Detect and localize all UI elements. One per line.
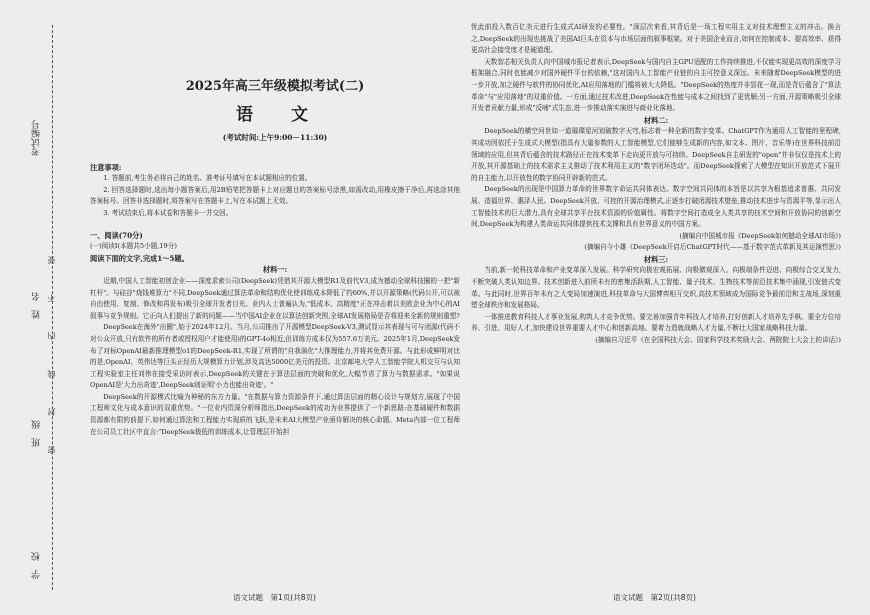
notice-heading: 注意事项: [90,162,122,172]
seal-mark: 封 [47,408,56,416]
reading-instruction: 阅读下面的文字,完成1～5题。 [90,253,189,263]
seal-line [52,25,53,590]
name-label: 姓 名 [32,292,42,319]
binding-strip [0,0,88,615]
passage-paragraph: DeepSeek的横空问世如一道璀璨星河划破数字天穹,标志着一种全新的数字变革。ChatGPT作为通用人工智能的里程碑,其成功因依托于生成式大模型(指具有大量参数的人工智能模型,它们能够生成新的内容,如文本、图片、音乐等)在世界科技前沿领域的应用,但其背后蕴含的技术路径正在技术变革下走向更开放与可持续。DeepSeek自主研发的"open"并非仅仅是技术上的开放,其开源基础上的技术需求主义推动了技术利用主义的"数字闭环迭动"。而DeepSeek探索了大模型在知识开放范式下展开的自主能力,以开放性的数字协同开辟新的范式。 [471,127,841,182]
school-label: 学 校 [32,552,42,579]
passage-paragraph: 一体推进教育科技人才事业发展,构筑人才竞争优势。要完善加强青年科技人才培养,打好创新人才培养先手棋。要全方位培养、引进、用好人才,加快建设世界重要人才中心和创新高地。要着力造就战略人才力量,不断壮大国家战略科技力量。 [471,312,841,333]
page-footer-left: 语文试题 第1页(共8页) [233,593,316,602]
passage-paragraph: DeepSeek在海外"出圈",始于2024年12月。当月,公司推出了开源模型DeepSeek-V3,测试显示其表现与可与闭源(代码不对公众开放,只有软件的所有者或授权用户才能使用)的GPT-4o相近,但训练方成本仅为557.6万美元。2025年1月,DeepSeek发布了对标OpenAI最新推理模型o1的DeepSeek-R1,实现了所谓的"自我演化"大推理能力,并将其免费开源。与此形成鲜明对比的是,OpenAI、英伟达等巨头正经历大规模算力计划,涉及高达5000亿美元的投资。北京邮电大学人工智能学院人机交互与认知工程实验室主任刘伟在接受采访时表示,DeepSeek的关键在于算法层面的突破和优化,大幅节省了算力与数据需求。"如果说OpenAI是'大力出奇迹',DeepSeek则证明'小力也能出奇迹'。" [90,323,460,390]
notice-item: 2. 回答选择题时,选出每小题答案后,用2B铅笔把答题卡上对应题目的答案标号涂黑,如需改动,用橡皮擦干净后,再选涂其他答案标号。回答非选择题时,将答案写在答题卡上,写在本试题上无效。 [90,185,460,206]
passage-paragraph: 忧此前投入数百亿美元进行生成式AI研发的必要性。"深层次来看,其背后是一场工程实用主义对技术理想主义的冲击。换言之,DeepSeek的出现也挑战了美国AI巨头在资本与市场层面的叙事框架。对于美国企业而言,如何在控制成本、提高效率、获得更高社会接受度才是硬道理。 [471,23,841,55]
exam-no-label: 考试编号 [32,120,42,156]
notice-item: 1. 答题前,考生务必将自己的姓名、准考证号填写在本试题相应的位置。 [103,174,312,183]
source-note: (摘编自习近平《在全国科技大会、国家科学技术奖励大会、两院院士大会上的讲话》) [595,336,841,345]
passage-paragraph: DeepSeek的出现是中国算力革命的世界数字命运共同体表达。数字空间共同体的本旨是以共享为根基追求普惠、共同发展、造福世界、惠泽人民。DeepSeek开放、可控的开源治理模式,正逐步打破闭源技术壁垒,推动技术进步与资源平等,显示出人工智能技术的巨大潜力,具有全球共享平台技术资源的价值属性。将数字空间打造成全人类共享的技术空间和开放协同的创新空间,DeepSeek为构建人类命运共同体提供技术支撑和具有世界意义的中国方案。 [471,185,841,229]
exam-title: 2025年高三年级模拟考试(二) [185,79,365,94]
seal-mark: 线 [47,370,56,378]
material-one-title: 材料一: [262,265,288,275]
right-column [471,22,841,587]
section-title: 一、阅读(70分) [90,230,143,240]
subject-title: 语 文 [236,105,324,125]
exam-time: (考试时间:上午9:00－11:30) [222,133,328,142]
passage-paragraph: DeepSeek的开源模式比喻为神秘的东方力量。"在数据与算力资源条件下,通过算法层面的精心设计与规划方,展现了中国工程师文化与成本意识的双重优势。"一位业内资深分析师指出,DeepSeek的成功为业界提供了一个新思路:在基础硬件和数据资源都有限的前提下,如何通过算法和工程能力实现质的飞跃,是未来AI大模型产业亟待解决的核心命题。Meta内部一位工程师在公司员工社区中直言:"DeepSeek极低的训练成本,让管理层开始担 [90,392,460,436]
passage-paragraph: 天数智芯相关负责人向中国城市报记者表示,DeepSeek与国内自主GPU适配的工作持续推进,不仅能实现更高效的深度学习框架融合,同时也能减少对国外硬件平台的依赖,"这对国内人工智能产业链的自主可控意义深远。未来随着DeepSeek模型的进一步开放,加之硬件与软件的协同优化,AI应用落地的门槛将被大大降低。"DeepSeek的热度并非昙花一现,而是背后蕴含了"算法革命"与"应用落地"的双重价值。一方面,通过技术改进,DeepSeek在性能与成本之间找到了更优解;另一方面,开源策略吸引全球开发者贡献力量,形成"反哺"式生态,进一步推动落实演进与商业化落地。 [471,57,841,113]
seal-mark: 密 [47,446,56,454]
passage-paragraph: 近期,中国人工智能初创企业——深度求索公司(DeepSeek)凭借其开源大模型R1及前代V3,成为撼动全球科技圈的一把"新杠杆"。与硅谷"烧钱堆算力"不同,DeepSeek通过算法革命和结构优化使训练成本降低了约60%,并以开源策略(代码公开,可以被自由使用、复制、修改和再发布)吸引全球开发者目光。业内人士普遍认为,"低成本、高精度"正在冲击着以美欧企业为中心的AI叙事与竞争规则。它正向人们提出了新的问题——当中国AI企业在以算法创新突围,全球AI发展格局是否将迎来全新的规则重塑? [90,276,460,320]
class-label: 班 级 [32,420,42,447]
material-two-title: 材料二: [643,115,669,125]
page-footer-right: 语文试题 第2页(共8页) [613,593,696,602]
left-column [90,24,460,589]
passage-paragraph: 当前,新一轮科技革命和产业变革深入发展。科学研究向极宏观拓展、向极微观深入、向极端条件迈进、向极综合交叉发力,不断突破人类认知边界。技术创新进入前所未有的密集活跃期,人工智能、量子技术、生物技术等前沿技术集中涌现,引发链式变革。与此同时,世界百年未有之大变局加速演进,科技革命与大国博弈相互交织,高技术领域成为国际竞争最前沿和主战场,深刻重塑全球秩序和发展格局。 [471,266,841,310]
notice-item: 3. 考试结束后,将本试卷和答题卡一并交回。 [103,208,233,217]
material-three-title: 材料三: [643,254,669,264]
source-note: (摘编自今小雄《DeepSeek开启后ChatGPT时代——基于数字范式革新及其运演哲思》) [584,243,841,252]
source-note: (摘编自中国城市报《DeepSeek如何撼动全球AI市场》) [679,231,841,240]
seal-mark: 要 [47,256,56,264]
seal-mark: 不 [47,294,56,302]
seal-mark: 内 [47,332,56,340]
subsection-title: (一)阅读Ⅰ(本题共5小题,19分) [90,242,177,251]
